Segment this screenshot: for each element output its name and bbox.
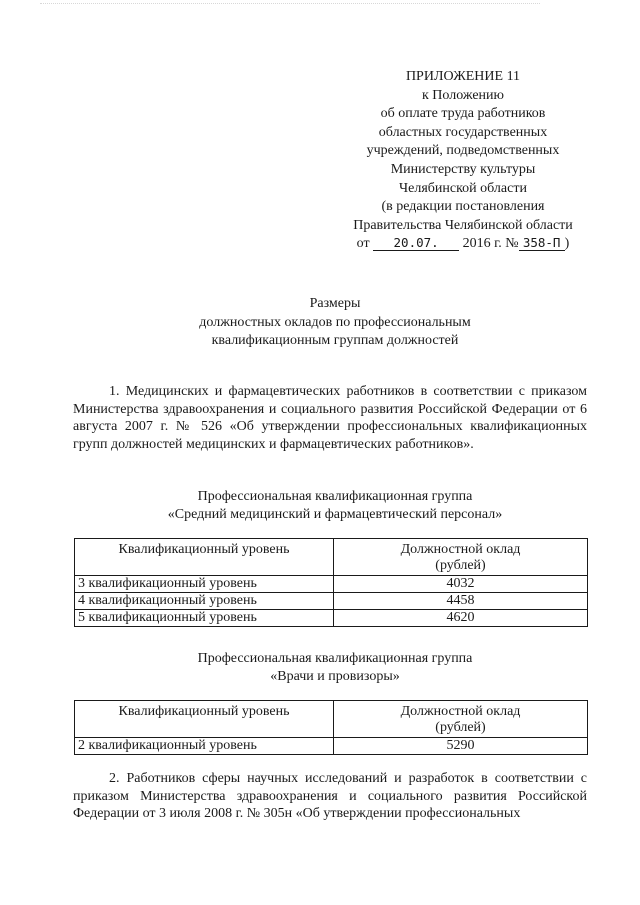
table-row	[75, 593, 588, 610]
group-1-title	[100, 488, 570, 524]
group-title-line: «Врачи и провизоры»	[270, 669, 400, 684]
table-header-row	[75, 701, 588, 738]
group-title-line: Профессиональная квалификационная группа	[197, 489, 473, 504]
header-salary-line: Должностной оклад	[400, 704, 521, 719]
header-salary	[334, 701, 588, 738]
salary-table-2	[74, 700, 588, 755]
scan-artifact-line	[40, 3, 540, 5]
group-2-title	[100, 650, 570, 686]
approval-line: Челябинской области	[399, 180, 527, 196]
salary-cell: 4032	[334, 576, 588, 593]
approval-block	[338, 68, 588, 254]
header-level: Квалификационный уровень	[75, 539, 334, 576]
salary-cell: 4620	[334, 610, 588, 627]
header-salary-unit: (рублей)	[435, 558, 486, 573]
section-1-paragraph: 1. Медицинских и фармацевтических работников в соответствии с приказом Министерства здравоохранения и социального развития Российской Федерации от 6 августа 2007 г. № 526 «Об утверждении профессиональных квалификационных групп должностей медицинских и фармацевтических работников».	[73, 384, 587, 452]
group-title-line: Профессиональная квалификационная группа	[197, 651, 473, 666]
group-title-line: «Средний медицинский и фармацевтический персонал»	[167, 507, 503, 522]
approval-line: областных государственных	[378, 124, 548, 140]
appendix-title: ПРИЛОЖЕНИЕ 11	[405, 69, 521, 84]
heading-line: Размеры	[309, 296, 361, 311]
document-heading	[120, 295, 550, 351]
header-salary-unit: (рублей)	[435, 720, 486, 735]
salary-cell: 4458	[334, 593, 588, 610]
heading-line: квалификационным группам должностей	[211, 333, 459, 349]
level-cell: 4 квалификационный уровень	[75, 593, 334, 610]
level-cell: 5 квалификационный уровень	[75, 610, 334, 627]
level-cell: 3 квалификационный уровень	[75, 576, 334, 593]
section-2-paragraph: 2. Работников сферы научных исследований и разработок в соответствии с приказом Министерства здравоохранения и социального развития Российской Федерации от 3 июля 2008 г. № 305н «Об утверждении профессиональных	[73, 771, 587, 822]
header-salary	[334, 539, 588, 576]
salary-cell: 5290	[334, 738, 588, 755]
approval-line: Министерству культуры	[390, 161, 536, 177]
approval-line: (в редакции постановления	[381, 199, 545, 215]
approval-date-line	[338, 235, 588, 254]
table-row	[75, 738, 588, 755]
approval-line: об оплате труда работников	[380, 106, 546, 122]
salary-table-1	[74, 538, 588, 627]
date-suffix: )	[564, 236, 570, 252]
approval-line: Правительства Челябинской области	[353, 217, 573, 233]
approval-line: учреждений, подведомственных	[366, 143, 560, 159]
heading-line: должностных окладов по профессиональным	[199, 314, 471, 330]
table-row	[75, 576, 588, 593]
level-cell: 2 квалификационный уровень	[75, 738, 334, 755]
approval-line: к Положению	[421, 87, 504, 103]
header-level: Квалификационный уровень	[75, 701, 334, 738]
table-row	[75, 610, 588, 627]
date-prefix: от	[356, 236, 370, 252]
header-salary-line: Должностной оклад	[400, 542, 521, 557]
date-value: 20.07.	[373, 235, 459, 251]
table-header-row	[75, 539, 588, 576]
date-year: 2016 г. №	[462, 236, 519, 252]
resolution-number: 358-П	[519, 235, 565, 251]
